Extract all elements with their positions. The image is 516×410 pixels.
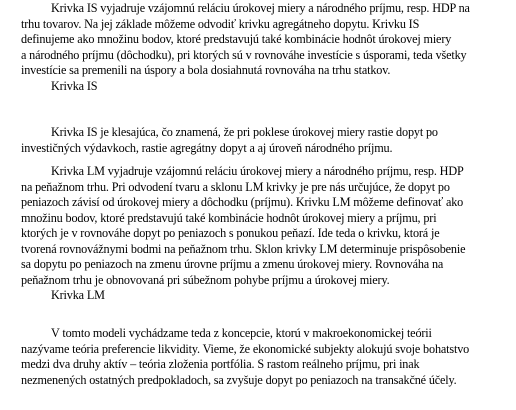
text-line: nazývame teória preferencie likvidity. Vieme, že ekonomické subjekty alokujú svoje bohatstvo [21,341,470,356]
text-line: peňažnom trhu je obnovovaná pri súbežnom pohybe príjmu a úrokovej miery. [21,272,390,287]
text-line: a národného príjmu (dôchodku), pri ktorých sú v rovnováhe investície s úsporami, teda všetky [21,47,467,62]
text-line: investície sa premenili na úspory a bola dosiahnutá rovnováha na trhu statkov. [21,63,391,77]
paragraph-is-slope [21,125,509,156]
text-line: na peňažnom trhu. Pri odvodení tvaru a sklonu LM krivky je pre nás určujúce, že dopyt po [21,179,450,194]
paragraph-is-definition [21,1,509,94]
text-line: medzi dva druhy aktív – teória zloženia portfólia. S rastom reálneho príjmu, pri inak [21,357,420,371]
paragraph-lm-definition [21,164,509,304]
paragraph-liquidity-preference [21,326,509,388]
text-line: sa dopytu po peniazoch na zmenu úrovne príjmu a zmenu úrokovej miery. Rovnováha na [21,257,444,271]
text-line: Krivka IS vyjadruje vzájomnú reláciu úrokovej miery a národného príjmu, resp. HDP na [51,1,470,15]
text-line: trhu tovarov. Na jej základe môžeme odvodiť krivku agregátneho dopytu. Krivku IS [21,16,420,31]
figure-caption-is: Krivka IS [51,78,98,93]
text-line: Krivka IS je klesajúca, čo znamená, že pri poklese úrokovej miery rastie dopyt po [51,125,438,139]
text-line: definujeme ako množinu bodov, ktoré predstavujú také kombinácie hodnôt úrokovej miery [21,32,452,46]
text-line: peniazoch závisí od úrokovej miery a dôchodku (príjmu). Krivku LM môžeme definovať ako [21,195,464,209]
text-line: Krivka LM vyjadruje vzájomnú reláciu úrokovej miery a národného príjmu, resp. HDP [51,164,464,178]
figure-caption-lm: Krivka LM [51,288,105,302]
text-line: tvorená rovnovážnymi bodmi na peňažnom trhu. Sklon krivky LM determinuje prispôsobenie [21,241,466,256]
text-line: nezmenených ostatných predpokladoch, sa zvyšuje dopyt po peniazoch na transakčné účely. [21,372,457,387]
text-line: investičných výdavkoch, rastie agregátny dopyt a aj úroveň národného príjmu. [21,140,393,155]
text-line: V tomto modeli vychádzame teda z koncepcie, ktorú v makroekonomickej teórii [51,326,432,340]
text-line: množinu bodov, ktoré predstavujú také kombinácie hodnôt úrokovej miery a príjmu, pri [21,210,437,225]
text-line: ktorých je v rovnováhe dopyt po peniazoch s ponukou peňazí. Ide teda o krivku, ktorá je [21,226,440,240]
